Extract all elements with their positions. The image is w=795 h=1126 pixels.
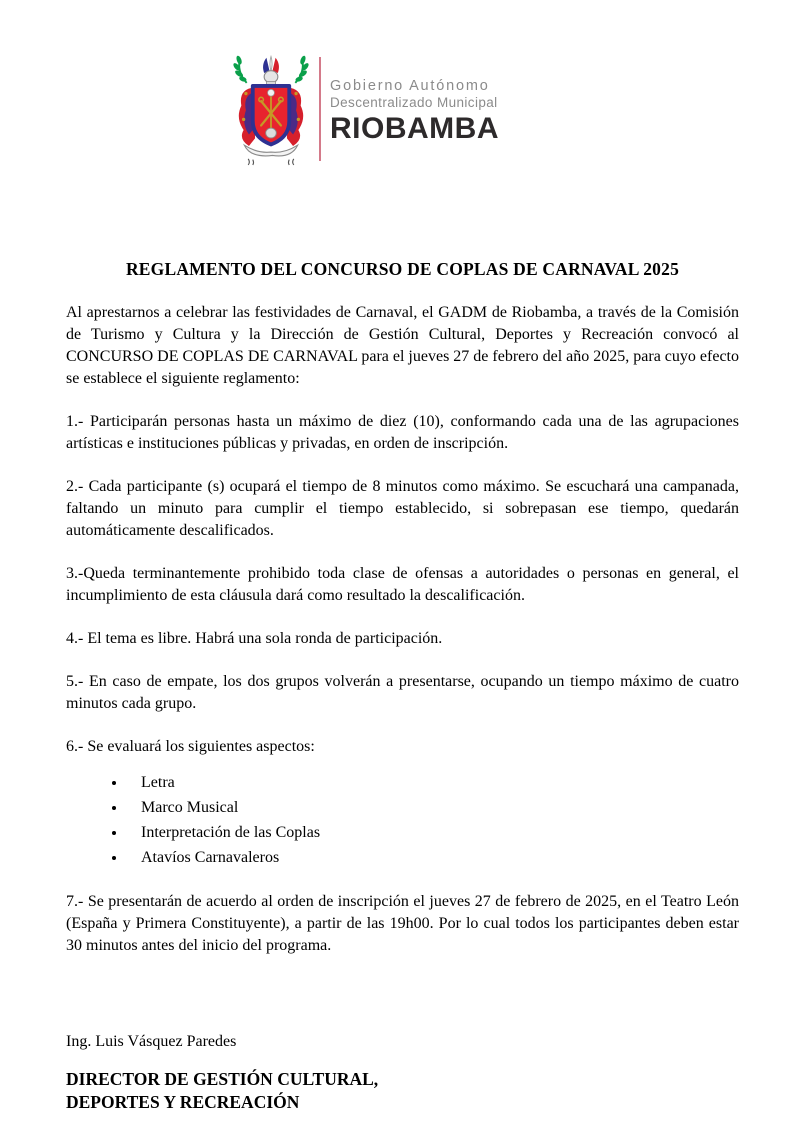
intro-paragraph: Al aprestarnos a celebrar las festividades de Carnaval, el GADM de Riobamba, a través de la Comisión de Turismo y Cultura y la Dirección de Gestión Cultural, Deportes y Recreación convocó al CONCURSO DE COPLAS DE CARNAVAL para el jueves 27 de febrero del año 2025, para cuyo efecto se establece el siguiente reglamento: [66,304,739,387]
evaluation-aspect-item: • Interpretación de las Coplas [127,820,739,845]
rule-item-2: 2.- Cada participante (s) ocupará el tiempo de 8 minutos como máximo. Se escuchará una campanada, faltando un minuto para cumplir el tiempo establecido, si sobrepasan ese tiempo, quedarán automáticamente descalificados. [66,478,739,539]
ribbon-icon [244,145,297,165]
rule-item-6: 6.- Se evaluará los siguientes aspectos: [66,738,315,755]
shield-icon [253,86,289,145]
city-wordmark: RIOBAMBA [330,112,499,145]
letterhead-text [330,54,499,145]
rule-item-5: 5.- En caso de empate, los dos grupos volverán a presentarse, ocupando un tiempo máximo de cuatro minutos cada grupo. [66,673,739,712]
evaluation-aspect-item: • Marco Musical [127,795,739,820]
rule-item-7: 7.- Se presentarán de acuerdo al orden de inscripción el jueves 27 de febrero de 2025, en el Teatro León (España y Primera Constituyente), a partir de las 19h00. Por lo cual todos los participantes deben estar 30 minutos antes del inicio del programa. [66,893,739,954]
gov-name-line2: Descentralizado Municipal [330,95,498,110]
helmet-crest-icon [263,56,279,85]
rule-item-1: 1.- Participarán personas hasta un máximo de diez (10), conformando cada una de las agrupaciones artísticas e instituciones públicas y privadas, en orden de inscripción. [66,413,739,452]
signatory-title-line1: DIRECTOR DE GESTIÓN CULTURAL, [66,1069,379,1089]
rule-item-4: 4.- El tema es libre. Habrá una sola ronda de participación. [66,630,443,647]
document-title: REGLAMENTO DEL CONCURSO DE COPLAS DE CARNAVAL 2025 [125,259,680,279]
gov-name-line1: Gobierno Autónomo [330,78,490,94]
laurel-right-icon [295,55,310,83]
signatory-name: Ing. Luis Vásquez Paredes [66,1033,237,1050]
evaluation-aspect-item: • Letra [127,770,739,795]
rule-item-3: 3.-Queda terminantemente prohibido toda clase de ofensas a autoridades o personas en general, el incumplimiento de esta cláusula dará como resultado la descalificación. [66,565,739,604]
evaluation-aspects-list [66,770,739,870]
signatory-title [66,1068,739,1114]
document-content [66,257,739,1114]
evaluation-aspect-item: • Atavíos Carnavaleros [127,845,739,870]
laurel-left-icon [232,55,247,83]
riobamba-coat-of-arms-icon [229,54,313,168]
letterhead-divider [319,57,321,161]
signatory-title-line2: DEPORTES Y RECREACIÓN [66,1092,300,1112]
letterhead [0,0,795,168]
